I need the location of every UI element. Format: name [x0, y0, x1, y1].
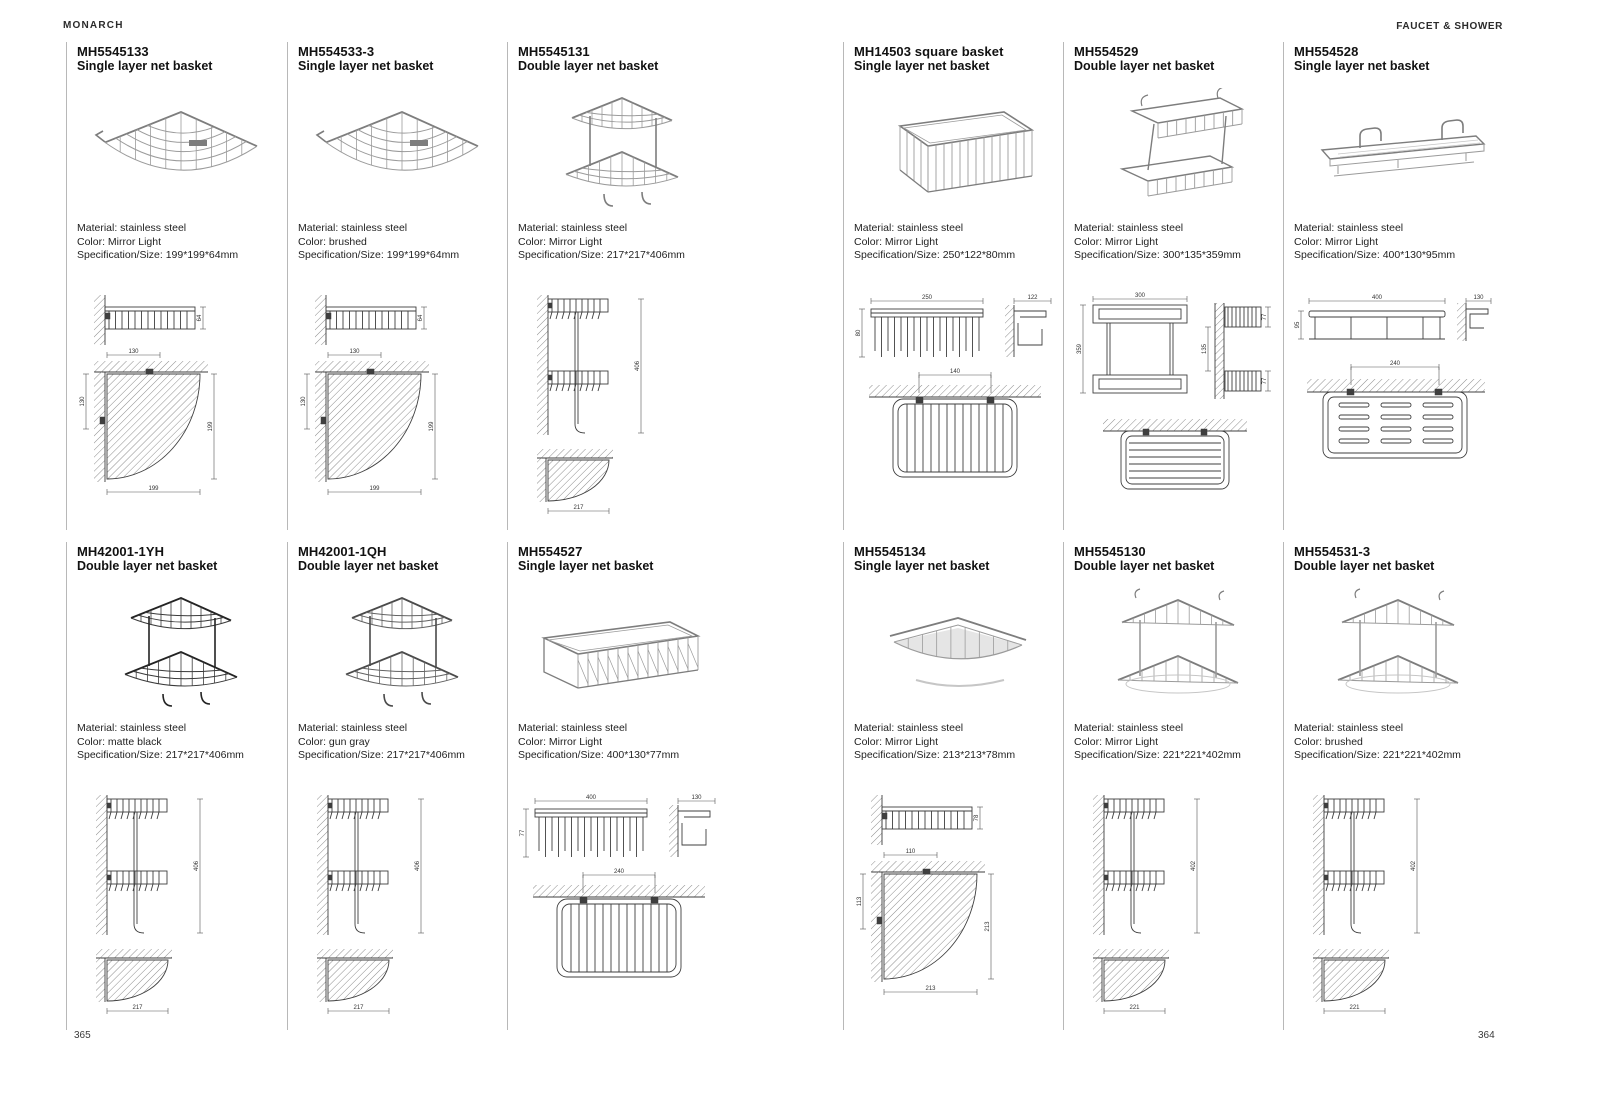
product-color: Color: Mirror Light: [1294, 235, 1379, 248]
product-size: Specification/Size: 300*135*359mm: [1074, 249, 1241, 261]
product-specs: [298, 722, 508, 763]
product-code: MH5545133: [77, 44, 149, 59]
product-name: Single layer net basket: [77, 59, 213, 73]
product-material: Material: stainless steel: [854, 722, 964, 734]
product-material: Material: stainless steel: [77, 722, 187, 734]
product-photo: [77, 88, 277, 212]
svg-text:78: 78: [974, 814, 980, 821]
svg-text:240: 240: [1389, 360, 1401, 367]
product-color: Color: Mirror Light: [518, 735, 603, 748]
product-code: MH14503 square basket: [854, 44, 1004, 59]
product-name: Single layer net basket: [298, 59, 434, 73]
technical-drawing: [1074, 289, 1276, 514]
svg-text:130: 130: [128, 348, 139, 355]
product-name: Double layer net basket: [1074, 559, 1215, 573]
product-color: Color: brushed: [1294, 735, 1363, 748]
product-code: MH554531-3: [1294, 544, 1371, 559]
product-code: MH554533-3: [298, 44, 375, 59]
product-size: Specification/Size: 217*217*406mm: [518, 249, 685, 261]
product-cell: [1283, 542, 1504, 1030]
product-specs: [1074, 222, 1284, 263]
product-size: Specification/Size: 400*130*95mm: [1294, 249, 1456, 261]
section-title: FAUCET & SHOWER: [1396, 21, 1503, 32]
svg-text:402: 402: [1191, 860, 1197, 871]
technical-drawing: [298, 289, 500, 514]
product-cell: [1063, 42, 1284, 530]
product-photo: [518, 588, 718, 712]
product-name: Double layer net basket: [298, 559, 439, 573]
product-color: Color: Mirror Light: [854, 235, 939, 248]
technical-drawing: [77, 289, 279, 514]
product-specs: [298, 222, 508, 263]
product-size: Specification/Size: 221*221*402mm: [1294, 749, 1461, 761]
product-material: Material: stainless steel: [298, 722, 408, 734]
product-specs: [854, 222, 1064, 263]
product-material: Material: stainless steel: [298, 222, 408, 234]
technical-drawing: [298, 789, 500, 1014]
product-material: Material: stainless steel: [1294, 222, 1404, 234]
product-code: MH554529: [1074, 44, 1139, 59]
product-cell: [1063, 542, 1284, 1030]
product-photo: [298, 588, 498, 712]
product-cell: [843, 542, 1064, 1030]
page-number-right: 364: [1478, 1030, 1495, 1041]
page-number-left: 365: [74, 1030, 91, 1041]
technical-drawing: [854, 289, 1056, 514]
svg-text:80: 80: [856, 329, 862, 336]
svg-text:217: 217: [132, 1004, 143, 1011]
svg-text:199: 199: [429, 420, 435, 432]
product-material: Material: stainless steel: [1294, 722, 1404, 734]
svg-text:199: 199: [148, 485, 159, 492]
svg-text:77: 77: [1262, 377, 1268, 384]
technical-drawing: [1074, 789, 1276, 1014]
svg-text:122: 122: [1027, 294, 1038, 301]
svg-text:400: 400: [585, 794, 597, 801]
svg-text:95: 95: [1295, 321, 1301, 328]
svg-text:221: 221: [1349, 1004, 1360, 1011]
product-color: Color: Mirror Light: [854, 735, 939, 748]
product-name: Double layer net basket: [1294, 559, 1435, 573]
product-material: Material: stainless steel: [518, 222, 628, 234]
product-cell: [507, 542, 728, 1030]
svg-text:130: 130: [301, 395, 307, 407]
product-name: Single layer net basket: [854, 559, 990, 573]
product-material: Material: stainless steel: [518, 722, 628, 734]
product-specs: [854, 722, 1064, 763]
product-name: Double layer net basket: [518, 59, 659, 73]
svg-text:406: 406: [635, 360, 641, 371]
product-photo: [854, 88, 1054, 212]
svg-text:199: 199: [369, 485, 380, 492]
product-name: Single layer net basket: [518, 559, 654, 573]
product-color: Color: Mirror Light: [77, 235, 162, 248]
product-size: Specification/Size: 400*130*77mm: [518, 749, 680, 761]
product-color: Color: gun gray: [298, 735, 370, 748]
technical-drawing: [1294, 789, 1496, 1014]
svg-text:400: 400: [1371, 294, 1383, 301]
product-cell: [1283, 42, 1504, 530]
product-name: Double layer net basket: [1074, 59, 1215, 73]
product-code: MH5545134: [854, 544, 926, 559]
product-color: Color: matte black: [77, 735, 162, 748]
product-specs: [1294, 222, 1504, 263]
product-code: MH554527: [518, 544, 583, 559]
product-code: MH42001-1QH: [298, 544, 387, 559]
product-photo: [1074, 588, 1274, 712]
product-name: Single layer net basket: [1294, 59, 1430, 73]
svg-text:213: 213: [985, 920, 991, 932]
svg-text:130: 130: [349, 348, 360, 355]
svg-text:77: 77: [1262, 313, 1268, 320]
svg-text:240: 240: [613, 868, 625, 875]
product-cell: [507, 42, 728, 530]
product-size: Specification/Size: 217*217*406mm: [77, 749, 244, 761]
svg-text:406: 406: [415, 860, 421, 871]
product-name: Double layer net basket: [77, 559, 218, 573]
product-material: Material: stainless steel: [1074, 222, 1184, 234]
product-cell: [66, 542, 287, 1030]
svg-text:199: 199: [208, 420, 214, 432]
svg-text:359: 359: [1077, 343, 1083, 354]
product-cell: [66, 42, 287, 530]
product-specs: [1294, 722, 1504, 763]
product-size: Specification/Size: 213*213*78mm: [854, 749, 1016, 761]
product-specs: [77, 722, 287, 763]
product-photo: [77, 588, 277, 712]
product-color: Color: Mirror Light: [518, 235, 603, 248]
svg-text:113: 113: [857, 896, 863, 906]
product-photo: [1074, 88, 1274, 212]
product-size: Specification/Size: 250*122*80mm: [854, 249, 1016, 261]
product-name: Single layer net basket: [854, 59, 990, 73]
technical-drawing: [1294, 289, 1496, 514]
product-specs: [518, 722, 728, 763]
product-photo: [1294, 588, 1494, 712]
svg-text:213: 213: [925, 985, 936, 992]
product-photo: [854, 588, 1054, 712]
svg-text:217: 217: [353, 1004, 364, 1011]
product-photo: [518, 88, 718, 212]
product-color: Color: Mirror Light: [1074, 235, 1159, 248]
svg-text:300: 300: [1134, 292, 1146, 299]
product-material: Material: stainless steel: [77, 222, 187, 234]
product-size: Specification/Size: 221*221*402mm: [1074, 749, 1241, 761]
product-size: Specification/Size: 199*199*64mm: [77, 249, 239, 261]
product-size: Specification/Size: 217*217*406mm: [298, 749, 465, 761]
svg-text:217: 217: [573, 504, 584, 511]
product-code: MH5545131: [518, 44, 590, 59]
svg-text:77: 77: [520, 829, 526, 836]
technical-drawing: [518, 289, 720, 514]
technical-drawing: [77, 789, 279, 1014]
product-code: MH554528: [1294, 44, 1359, 59]
svg-text:402: 402: [1411, 860, 1417, 871]
product-color: Color: brushed: [298, 235, 367, 248]
svg-text:250: 250: [921, 294, 933, 301]
svg-text:110: 110: [905, 848, 916, 855]
svg-text:406: 406: [194, 860, 200, 871]
product-cell: [287, 42, 508, 530]
brand-name: MONARCH: [63, 20, 124, 31]
svg-text:64: 64: [197, 314, 203, 321]
svg-text:140: 140: [949, 368, 961, 375]
product-material: Material: stainless steel: [854, 222, 964, 234]
product-code: MH5545130: [1074, 544, 1146, 559]
product-material: Material: stainless steel: [1074, 722, 1184, 734]
product-photo: [298, 88, 498, 212]
technical-drawing: [518, 789, 720, 1014]
product-specs: [518, 222, 728, 263]
svg-text:135: 135: [1202, 343, 1208, 354]
product-photo: [1294, 88, 1494, 212]
product-specs: [1074, 722, 1284, 763]
product-size: Specification/Size: 199*199*64mm: [298, 249, 460, 261]
technical-drawing: [854, 789, 1056, 1014]
svg-text:130: 130: [1473, 294, 1484, 301]
product-cell: [843, 42, 1064, 530]
product-specs: [77, 222, 287, 263]
svg-text:64: 64: [418, 314, 424, 321]
product-code: MH42001-1YH: [77, 544, 165, 559]
svg-text:130: 130: [80, 395, 86, 407]
svg-text:221: 221: [1129, 1004, 1140, 1011]
product-cell: [287, 542, 508, 1030]
product-color: Color: Mirror Light: [1074, 735, 1159, 748]
svg-text:130: 130: [691, 794, 702, 801]
